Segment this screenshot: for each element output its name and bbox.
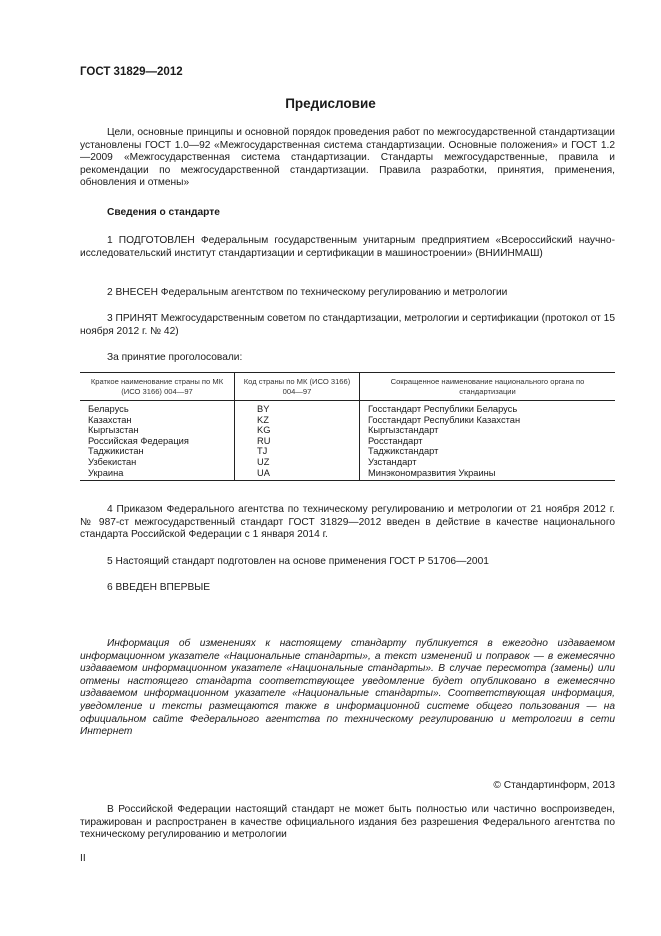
header-country: Краткое наименование страны по МК (ИСО 3166) 004—97 (80, 373, 235, 401)
vote-intro-text: За принятие проголосовали: (107, 352, 243, 363)
copyright-notice: © Стандартинформ, 2013 (493, 780, 615, 791)
item-6-paragraph: 6 ВВЕДЕН ВПЕРВЫЕ (107, 582, 211, 593)
info-notice-paragraph: Информация об изменениях к настоящему стандарту публикуется в ежегодно издаваемом информационном указателе «Национальные стандарты», а текст изменений и поправок — в ежемесячно издаваемом информационном указателе «Национальные стандарты». В случае пересмотра (замены) или отмены настоящего стандарта соответствующее уведомление будет опубликовано в ежемесячно издаваемом информационном указателе «Национальные стандарты». Соответствующая информация, уведомление и тексты размещаются также в информационной системе общего пользования — на официальном сайте Федерального агентства по техническому регулированию и метрологии в сети Интернет (80, 638, 615, 738)
country-cell: Узбекистан (88, 456, 137, 467)
standards-body-cell: Минэкономразвития Украины (360, 468, 616, 481)
table-row (80, 446, 615, 457)
standards-body-cell: Госстандарт Республики Казахстан (360, 415, 616, 426)
country-cell: Таджикистан (88, 446, 144, 457)
intro-paragraph: Цели, основные принципы и основной порядок проведения работ по межгосударственной стандартизации установлены ГОСТ 1.0—92 «Межгосударственная система стандартизации. Основные положения» и ГОСТ 1.2—2009 «Межгосударственная система стандартизации. Стандарты межгосударственные, правила и рекомендации по межгосударственной стандартизации. Правила разработки, принятия, применения, обновления и отмены» (80, 127, 615, 189)
standards-body-cell: Кыргызстандарт (360, 425, 616, 436)
country-cell: Кыргызстан (88, 425, 139, 436)
standard-number-header: ГОСТ 31829—2012 (80, 66, 183, 78)
country-cell: Беларусь (88, 404, 129, 414)
standards-body-cell: Госстандарт Республики Беларусь (360, 401, 616, 415)
header-standards-body: Сокращенное наименование национального органа по стандартизации (360, 373, 616, 401)
section-heading: Сведения о стандарте (107, 207, 220, 218)
item-5-paragraph: 5 Настоящий стандарт подготовлен на основе применения ГОСТ Р 51706—2001 (107, 556, 489, 567)
code-cell: RU (235, 436, 360, 447)
country-cell: Российская Федерация (88, 435, 189, 446)
code-cell: UA (235, 468, 360, 481)
code-cell: TJ (235, 446, 360, 457)
standards-body-cell: Росстандарт (360, 436, 616, 447)
table-row (80, 425, 615, 436)
table-row (80, 415, 615, 426)
table-row (80, 401, 615, 415)
table-row (80, 468, 615, 481)
voting-table (80, 372, 615, 481)
code-cell: UZ (235, 457, 360, 468)
standards-body-cell: Таджикстандарт (360, 446, 616, 457)
item-2-paragraph: 2 ВНЕСЕН Федеральным агентством по техническому регулированию и метрологии (107, 287, 508, 298)
item-1-paragraph: 1 ПОДГОТОВЛЕН Федеральным государственным унитарным предприятием «Всероссийский научно-исследовательский институт стандартизации и сертификации в машиностроении» (ВНИИНМАШ) (80, 235, 615, 259)
code-cell: KZ (235, 415, 360, 426)
reproduction-notice: В Российской Федерации настоящий стандарт не может быть полностью или частично воспроизведен, тиражирован и распространен в качестве официального издания без разрешения Федерального агентства по техническому регулированию и метрологии (80, 804, 615, 841)
table-header-row (80, 373, 615, 401)
standards-body-cell: Узстандарт (360, 457, 616, 468)
table-row (80, 457, 615, 468)
code-cell: KG (235, 425, 360, 436)
country-cell: Казахстан (88, 414, 132, 425)
page-title: Предисловие (285, 96, 376, 111)
header-code: Код страны по МК (ИСО 3166) 004—97 (235, 373, 360, 401)
country-cell: Украина (80, 468, 235, 481)
item-4-paragraph: 4 Приказом Федерального агентства по техническому регулированию и метрологии от 21 ноября 2012 г. № 987-ст межгосударственный стандарт ГОСТ 31829—2012 введен в действие в качестве национального стандарта Российской Федерации с 1 января 2014 г. (80, 504, 615, 541)
page-number: II (80, 853, 86, 864)
item-3-paragraph: 3 ПРИНЯТ Межгосударственным советом по стандартизации, метрологии и сертификации (протокол от 15 ноября 2012 г. № 42) (80, 313, 615, 337)
table-row (80, 436, 615, 447)
code-cell: BY (235, 401, 360, 415)
